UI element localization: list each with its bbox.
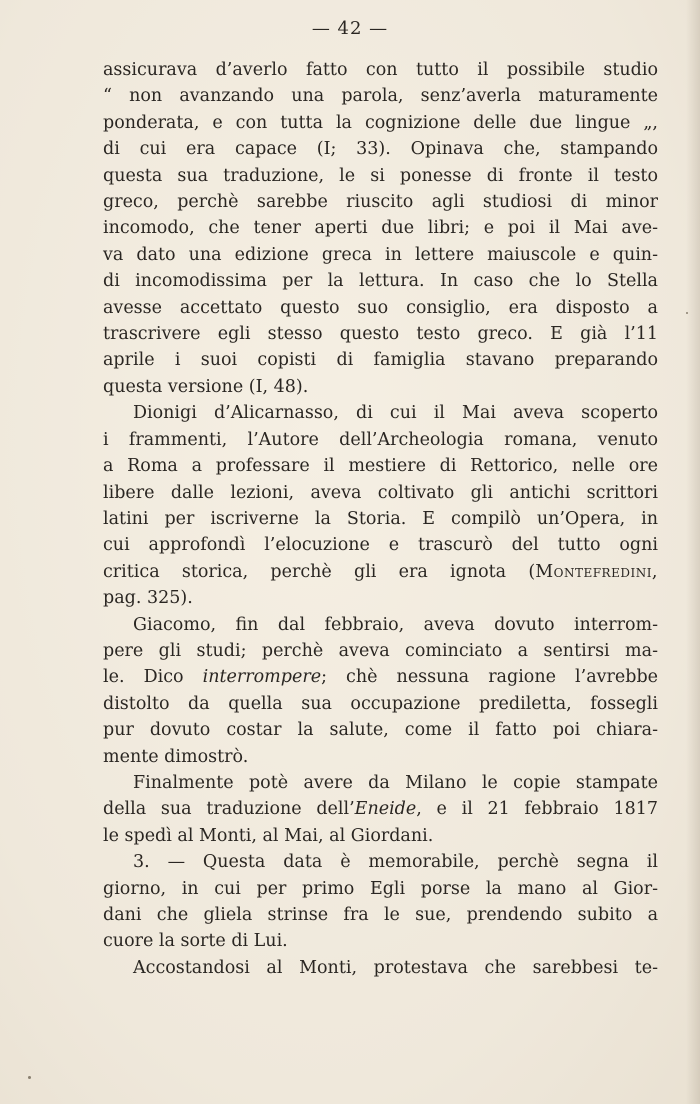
text-line: distolto da quella sua occupazione prediletta, fossegli xyxy=(103,693,658,714)
text-line xyxy=(103,559,658,585)
text-run: critica storica, perchè gli era ignota ( xyxy=(103,561,536,582)
text-line: greco, perchè sarebbe riuscito agli studiosi di minor xyxy=(103,192,658,213)
paper-speck xyxy=(28,1076,31,1079)
text-line: di cui era capace (I; 33). Opinava che, stampando xyxy=(103,139,658,160)
text-line: Giacomo, fin dal febbraio, aveva dovuto interrom- xyxy=(133,614,658,635)
text-line: trascrivere egli stesso questo testo greco. E già l’11 xyxy=(103,324,658,345)
text-line: Dionigi d’Alicarnasso, di cui il Mai aveva scoperto xyxy=(133,403,658,424)
paragraph xyxy=(103,57,658,400)
text-line xyxy=(103,664,658,690)
italic-title: Eneide xyxy=(354,799,417,820)
text-line: a Roma a professare il mestiere di Rettorico, nelle ore xyxy=(103,456,658,477)
text-line: cui approfondì l’elocuzione e trascurò del tutto ogni xyxy=(103,535,658,556)
text-line: “ non avanzando una parola, senz’averla maturamente xyxy=(103,86,658,107)
text-line: incomodo, che tener aperti due libri; e poi il Mai ave- xyxy=(103,218,658,239)
text-line: di incomodissima per la lettura. In caso che lo Stella xyxy=(103,271,658,292)
text-line: questa sua traduzione, le si ponesse di fronte il testo xyxy=(103,165,658,186)
text-line: Finalmente potè avere da Milano le copie stampate xyxy=(133,772,658,793)
text-line: va dato una edizione greca in lettere maiuscole e quin- xyxy=(103,244,658,265)
text-line: assicurava d’averlo fatto con tutto il possibile studio xyxy=(103,60,658,80)
text-line: pere gli studi; perchè aveva cominciato a sentirsi ma- xyxy=(103,640,658,661)
text-run: della sua traduzione dell’ xyxy=(103,799,355,820)
text-line: questa versione (I, 48). xyxy=(103,376,309,397)
text-run: , e il 21 febbraio 1817 xyxy=(416,799,658,820)
text-line: latini per iscriverne la Storia. E compilò un’Opera, in xyxy=(103,508,658,529)
text-line: mente dimostrò. xyxy=(103,746,249,767)
text-run: ; chè nessuna ragione l’avrebbe xyxy=(321,667,658,688)
text-line: pag. 325). xyxy=(103,588,193,609)
page-edge-shadow xyxy=(686,0,700,1104)
text-line: Accostandosi al Monti, protestava che sarebbesi te- xyxy=(133,957,658,978)
paragraph xyxy=(103,770,658,849)
text-line: giorno, in cui per primo Egli porse la mano al Gior- xyxy=(103,878,658,899)
text-line: pur dovuto costar la salute, come il fatto poi chiara- xyxy=(103,720,658,741)
author-citation: Montefredini, xyxy=(535,561,658,582)
text-line: dani che gliela strinse fra le sue, prendendo subito a xyxy=(103,905,658,925)
page-number: — 42 — xyxy=(311,18,389,39)
text-line: avesse accettato questo suo consiglio, era disposto a xyxy=(103,297,658,318)
text-line xyxy=(103,796,658,822)
text-line: cuore la sorte di Lui. xyxy=(103,931,288,952)
text-run: le. Dico xyxy=(103,667,203,688)
text-line: i frammenti, l’Autore dell’Archeologia romana, venuto xyxy=(103,429,658,450)
text-line: le spedì al Monti, al Mai, al Giordani. xyxy=(103,825,434,846)
body-text xyxy=(103,57,658,981)
italic-word: interrompere xyxy=(202,667,322,688)
paragraph xyxy=(103,612,658,770)
paragraph xyxy=(103,955,658,981)
paragraph xyxy=(103,849,658,955)
paper-speck xyxy=(686,312,688,314)
paragraph xyxy=(103,400,658,611)
text-line: 3. — Questa data è memorabile, perchè segna il xyxy=(133,852,658,873)
text-line: libere dalle lezioni, aveva coltivato gli antichi scrittori xyxy=(103,482,658,503)
text-line: ponderata, e con tutta la cognizione delle due lingue „, xyxy=(103,112,658,133)
text-line: aprile i suoi copisti di famiglia stavano preparando xyxy=(103,350,658,371)
